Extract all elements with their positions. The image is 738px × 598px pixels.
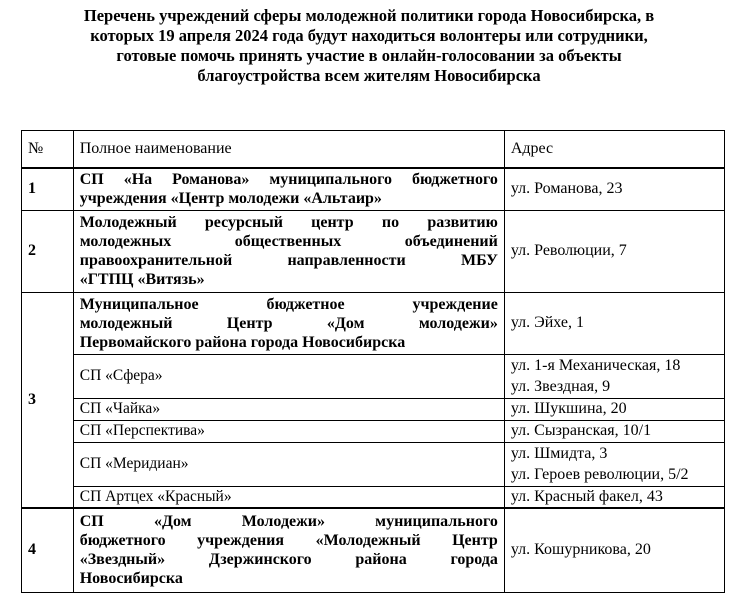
word: общественных (234, 233, 342, 250)
address-line: ул. Шмидта, 3 (510, 445, 608, 462)
subdivision-address (504, 442, 724, 486)
document-title (20, 6, 718, 86)
word: центр (311, 214, 354, 231)
table-row (22, 168, 725, 210)
word: учреждения (197, 532, 285, 550)
institution-name (73, 210, 504, 292)
institution-address: ул. Романова, 23 (504, 168, 724, 210)
subdivision-address (504, 354, 724, 398)
institution-address: ул. Эйхе, 1 (504, 292, 724, 354)
subdivision-name: СП Артцех «Красный» (73, 486, 504, 508)
subdivision-address: ул. Сызранская, 10/1 (504, 420, 724, 442)
title-line: Перечень учреждений сферы молодежной политики города Новосибирска, в (83, 6, 655, 25)
institution-name (73, 292, 504, 354)
name-line: учреждения «Центр молодежи «Альтаир» (79, 190, 382, 208)
header-address: Адрес (504, 131, 724, 169)
name-line: Первомайского района города Новосибирска (79, 333, 406, 351)
word: по (381, 214, 400, 231)
institutions-table (21, 130, 725, 593)
name-line (80, 295, 498, 314)
subdivision-name: СП «Перспектива» (73, 420, 504, 442)
name-line (80, 531, 498, 550)
header-num: № (22, 131, 74, 169)
word: СП (79, 171, 104, 189)
subdivision-name: СП «Чайка» (73, 398, 504, 420)
word: объединений (404, 233, 498, 250)
name-line: «ГТПЦ «Витязь» (79, 271, 205, 288)
word: Центр (452, 532, 498, 550)
word: «Дом (326, 314, 365, 332)
word: направленности (287, 252, 406, 269)
name-line (80, 170, 498, 189)
word: муниципального (269, 171, 393, 189)
table-row (22, 508, 725, 592)
word: молодежи» (418, 314, 498, 332)
institution-address: ул. Кошурникова, 20 (504, 508, 724, 592)
subdivision-name: СП «Меридиан» (73, 442, 504, 486)
word: молодежный (79, 314, 173, 332)
word: Молодежи» (241, 513, 325, 531)
word: Молодежный (79, 214, 177, 231)
name-line (80, 213, 498, 232)
name-line (80, 512, 498, 531)
title-line: которых 19 апреля 2024 года будут находиться волонтеры или сотрудники, (90, 26, 648, 45)
address-line: ул. Героев революции, 5/2 (510, 466, 689, 483)
word: города (450, 551, 498, 569)
word: муниципального (375, 513, 498, 531)
word: учреждение (412, 295, 498, 313)
institution-name (73, 508, 504, 592)
name-line (80, 232, 498, 251)
word: молодежных (79, 233, 172, 250)
name-line (80, 550, 498, 569)
word: «Звездный» (79, 551, 166, 569)
table-row (22, 420, 725, 442)
institution-name (73, 168, 504, 210)
word: «Молодежный (315, 532, 421, 550)
word: «На (123, 171, 153, 189)
word: развитию (427, 214, 498, 231)
word: Дзержинского (208, 551, 312, 569)
table-row (22, 354, 725, 398)
table-header-row (22, 131, 725, 169)
row-number: 1 (22, 168, 74, 210)
row-number: 2 (22, 210, 74, 292)
institution-address: ул. Революции, 7 (504, 210, 724, 292)
address-line: ул. 1-я Механическая, 18 (510, 357, 681, 374)
word: «Дом (153, 513, 192, 531)
table-row (22, 210, 725, 292)
name-line (80, 314, 498, 333)
word: бюджетного (79, 532, 166, 550)
table-row (22, 292, 725, 354)
word: бюджетное (266, 295, 345, 313)
word: района (355, 551, 407, 569)
table-row (22, 398, 725, 420)
table-row (22, 442, 725, 486)
word: ресурсный (204, 214, 283, 231)
table-row (22, 486, 725, 508)
word: СП (79, 513, 104, 531)
address-line: ул. Звездная, 9 (510, 378, 611, 395)
word: правоохранительной (79, 252, 233, 269)
word: Романова» (172, 171, 250, 189)
header-name: Полное наименование (73, 131, 504, 169)
name-line (80, 251, 498, 270)
name-line: Новосибирска (79, 570, 183, 588)
row-number: 4 (22, 508, 74, 592)
word: бюджетного (411, 171, 498, 189)
title-line: готовые помочь принять участие в онлайн-голосовании за объекты (116, 46, 622, 65)
word: Муниципальное (79, 295, 199, 313)
title-line: благоустройства всем жителям Новосибирска (197, 66, 541, 85)
row-number: 3 (22, 292, 74, 508)
subdivision-address: ул. Шукшина, 20 (504, 398, 724, 420)
word: Центр (226, 314, 273, 332)
word: МБУ (461, 252, 498, 269)
subdivision-name: СП «Сфера» (73, 354, 504, 398)
subdivision-address: ул. Красный факел, 43 (504, 486, 724, 508)
